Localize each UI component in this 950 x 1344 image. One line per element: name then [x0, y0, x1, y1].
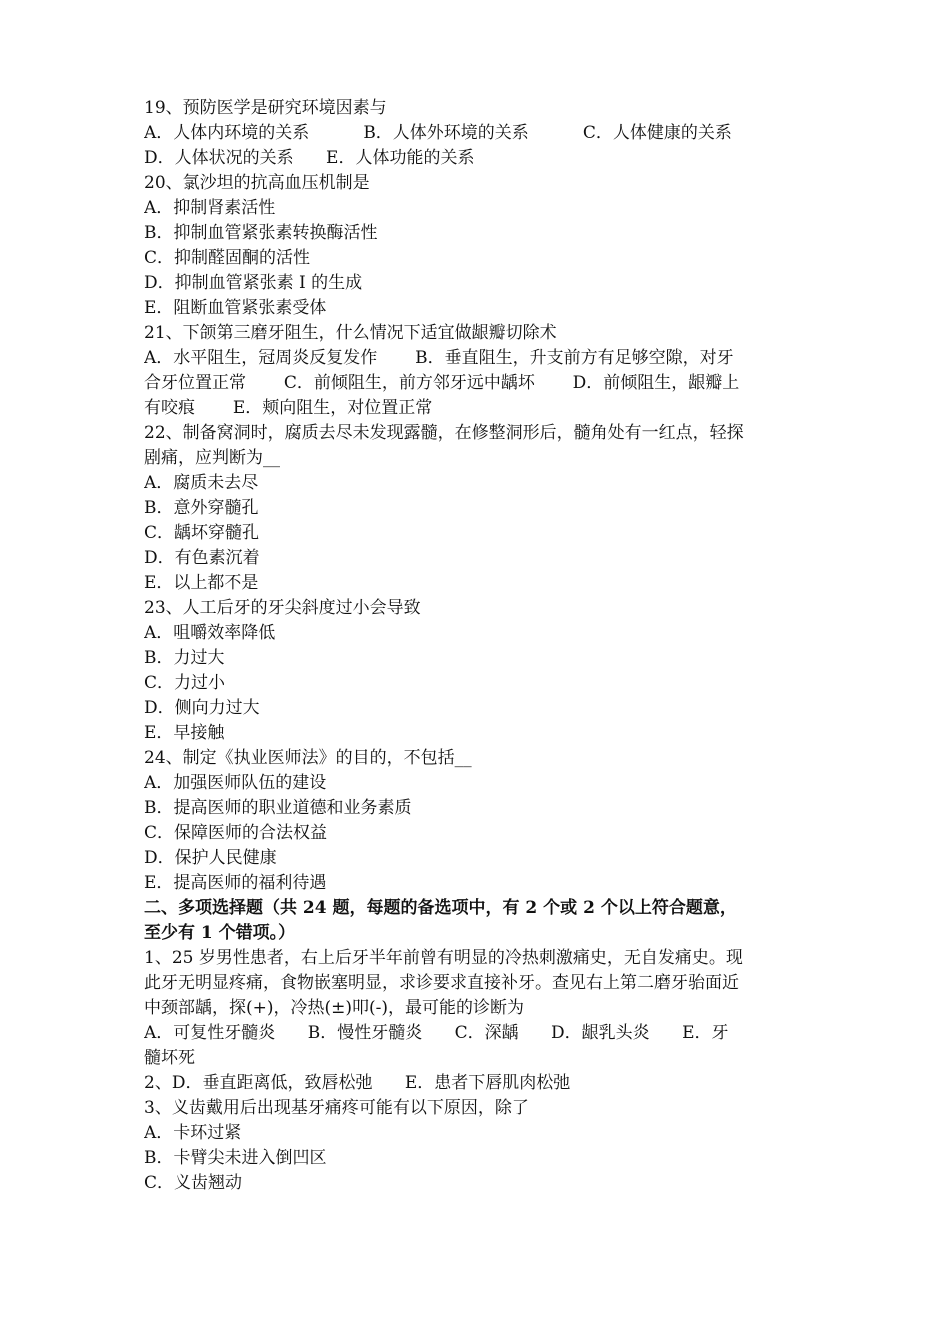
question-20-option-b: B．抑制血管紧张素转换酶活性: [144, 223, 378, 243]
question-20-option-a: A．抑制肾素活性: [144, 198, 276, 218]
question-23-option-b: B．力过大: [144, 648, 225, 668]
question-23-option-c: C．力过小: [144, 673, 226, 693]
question-22-option-a: A．腐质未去尽: [144, 473, 259, 493]
question-22-option-d: D．有色素沉着: [144, 548, 260, 568]
question-24-option-b: B．提高医师的职业道德和业务素质: [144, 798, 412, 818]
question-20-option-c: C．抑制醛固酮的活性: [144, 248, 311, 268]
question-24-option-d: D．保护人民健康: [144, 848, 277, 868]
question-23-option-e: E．早接触: [144, 723, 225, 743]
question-22-option-c: C．龋坏穿髓孔: [144, 523, 260, 543]
document-page: [144, 96, 816, 1196]
question-24-option-c: C．保障医师的合法权益: [144, 823, 328, 843]
question-19-stem: 19、预防医学是研究环境因素与: [144, 98, 387, 118]
mc-question-1-stem-3: 中颈部龋，探(+)，冷热(±)叩(-)，最可能的诊断为: [144, 998, 525, 1018]
question-22-stem-2: 剧痛，应判断为__: [144, 448, 280, 468]
question-19-options-1: A．人体内环境的关系 B．人体外环境的关系 C．人体健康的关系: [144, 123, 732, 143]
question-20-stem: 20、氯沙坦的抗高血压机制是: [144, 173, 370, 193]
question-20-option-e: E．阻断血管紧张素受体: [144, 298, 327, 318]
question-19-options-2: D．人体状况的关系 E．人体功能的关系: [144, 148, 475, 168]
mc-question-2: 2、D．垂直距离低，致唇松弛 E．患者下唇肌肉松弛: [144, 1073, 571, 1093]
mc-question-1-options-2: 髓坏死: [144, 1048, 195, 1068]
question-22-stem-1: 22、制备窝洞时，腐质去尽未发现露髓，在修整洞形后，髓角处有一红点，轻探: [144, 423, 744, 443]
mc-question-1-stem-2: 此牙无明显疼痛，食物嵌塞明显，求诊要求直接补牙。查见右上第二磨牙骀面近: [144, 973, 739, 993]
question-21-options-1: A．水平阻生，冠周炎反复发作 B．垂直阻生，升支前方有足够空隙，对牙: [144, 348, 734, 368]
question-22-option-e: E．以上都不是: [144, 573, 259, 593]
mc-question-1-options-1: A．可复性牙髓炎 B．慢性牙髓炎 C．深龋 D．龈乳头炎 E．牙: [144, 1023, 729, 1043]
mc-question-3-option-a: A．卡环过紧: [144, 1123, 242, 1143]
mc-question-3-stem: 3、义齿戴用后出现基牙痛疼可能有以下原因，除了: [144, 1098, 529, 1118]
question-20-option-d: D．抑制血管紧张素 I 的生成: [144, 273, 363, 293]
question-21-options-2: 合牙位置正常 C．前倾阻生，前方邻牙远中龋坏 D．前倾阻生，龈瓣上: [144, 373, 740, 393]
mc-question-1-stem-1: 1、25 岁男性患者，右上后牙半年前曾有明显的冷热刺激痛史，无自发痛史。现: [144, 948, 743, 968]
question-23-stem: 23、人工后牙的牙尖斜度过小会导致: [144, 598, 421, 618]
question-24-option-a: A．加强医师队伍的建设: [144, 773, 327, 793]
mc-question-3-option-b: B．卡臂尖未进入倒凹区: [144, 1148, 327, 1168]
section-heading-1: 二、多项选择题（共 24 题，每题的备选项中，有 2 个或 2 个以上符合题意，: [144, 898, 737, 918]
question-24-option-e: E．提高医师的福利待遇: [144, 873, 327, 893]
question-21-stem: 21、下颌第三磨牙阻生，什么情况下适宜做龈瓣切除术: [144, 323, 557, 343]
question-24-stem: 24、制定《执业医师法》的目的，不包括__: [144, 748, 472, 768]
question-22-option-b: B．意外穿髓孔: [144, 498, 259, 518]
section-heading-2: 至少有 1 个错项。）: [144, 923, 296, 943]
question-21-options-3: 有咬痕 E．颊向阻生，对位置正常: [144, 398, 433, 418]
question-23-option-d: D．侧向力过大: [144, 698, 260, 718]
mc-question-3-option-c: C．义齿翘动: [144, 1173, 243, 1193]
question-23-option-a: A．咀嚼效率降低: [144, 623, 276, 643]
